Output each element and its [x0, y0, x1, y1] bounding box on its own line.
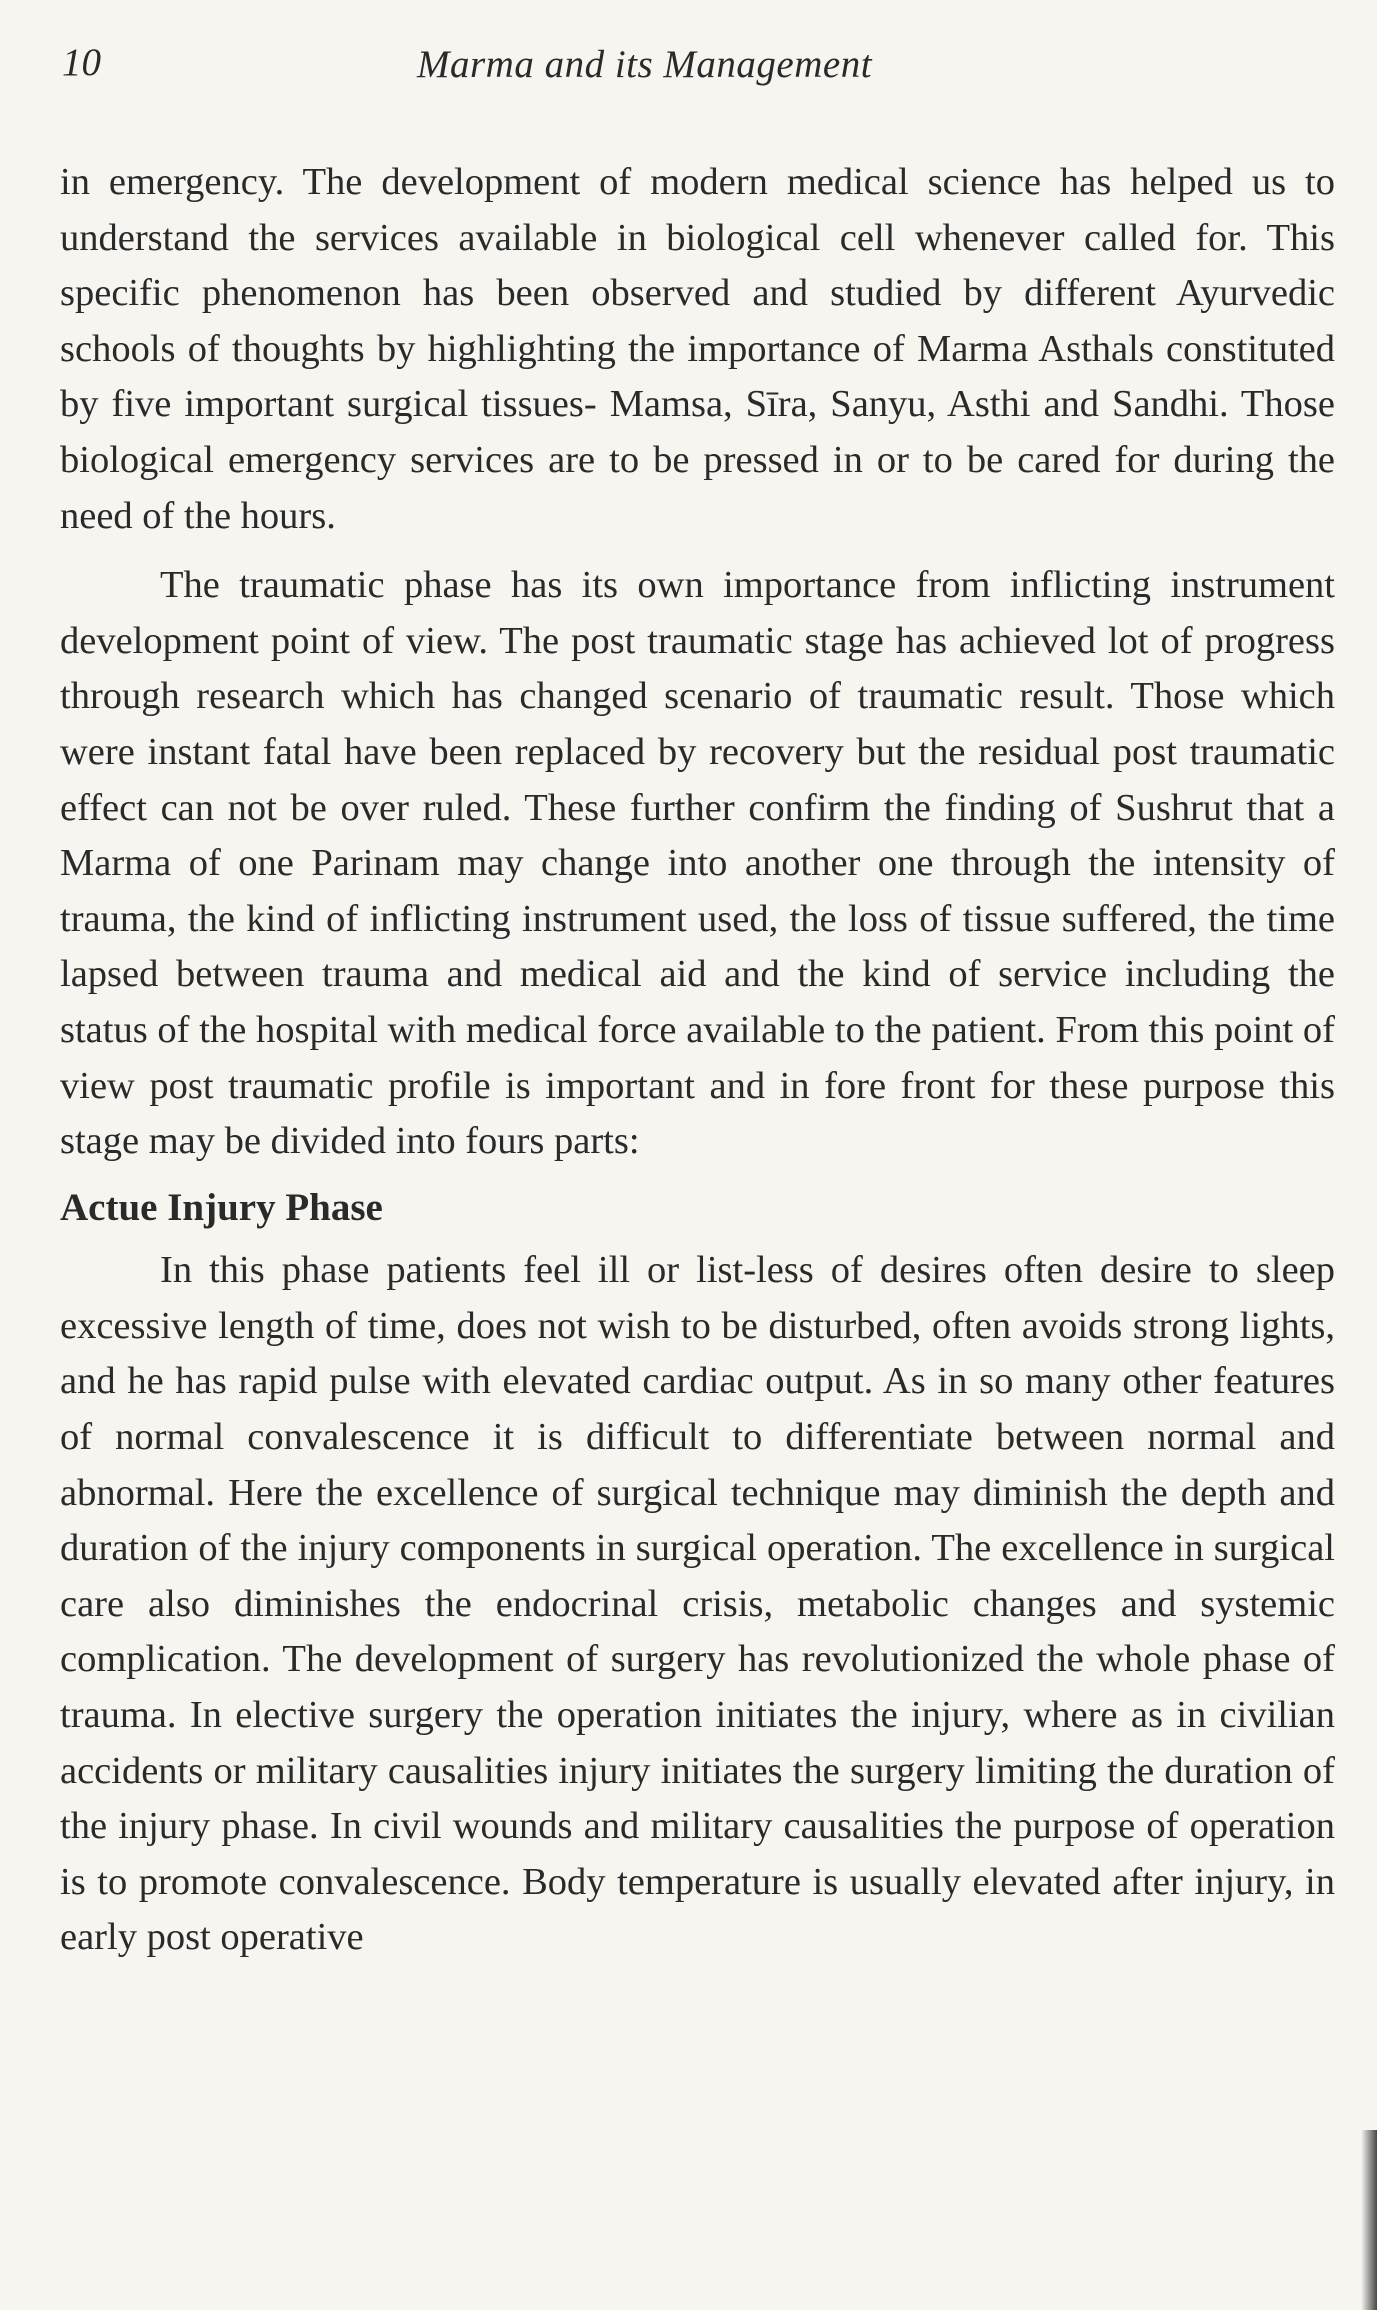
- page-header: [62, 40, 1342, 100]
- body-text: [60, 155, 1335, 1966]
- paragraph-2: The traumatic phase has its own importance from inflicting instrument development point of view. The post traumatic stage has achieved lot of progress through research which has changed scenario of traumatic result. Those which were instant fatal have been replaced by recovery but the residual post traumatic effect can not be over ruled. These further confirm the finding of Sushrut that a Marma of one Parinam may change into another one through the intensity of trauma, the kind of inflicting instrument used, the loss of tissue suffered, the time lapsed between trauma and medical aid and the kind of service including the status of the hospital with medical force available to the patient. From this point of view post traumatic profile is important and in fore front for these purpose this stage may be divided into fours parts:: [60, 564, 1335, 1163]
- running-title: Marma and its Management: [417, 43, 873, 86]
- page-edge-shadow: [1361, 2130, 1377, 2310]
- section-heading: Actue Injury Phase: [60, 1185, 383, 1229]
- paragraph-1: in emergency. The development of modern medical science has helped us to understand the services available in biological cell whenever called for. This specific phenomenon has been observed and studied by different Ayurvedic schools of thoughts by highlighting the importance of Marma Asthals constituted by five important surgical tissues- Mamsa, Sīra, Sanyu, Asthi and Sandhi. Those biological emergency services are to be pressed in or to be cared for during the need of the hours.: [60, 161, 1335, 537]
- paragraph-3: In this phase patients feel ill or list-less of desires often desire to sleep excessive length of time, does not wish to be disturbed, often avoids strong lights, and he has rapid pulse with elevated cardiac output. As in so many other features of normal convalescence it is difficult to differentiate between normal and abnormal. Here the excellence of surgical technique may diminish the depth and duration of the injury components in surgical operation. The excellence in surgical care also diminishes the endocrinal crisis, metabolic changes and systemic complication. The development of surgery has revolutionized the whole phase of trauma. In elective surgery the operation initiates the injury, where as in civilian accidents or military causalities injury initiates the surgery limiting the duration of the injury phase. In civil wounds and military causalities the purpose of operation is to promote convalescence. Body temperature is usually elevated after injury, in early post operative: [60, 1249, 1335, 1959]
- page-number: 10: [62, 41, 101, 84]
